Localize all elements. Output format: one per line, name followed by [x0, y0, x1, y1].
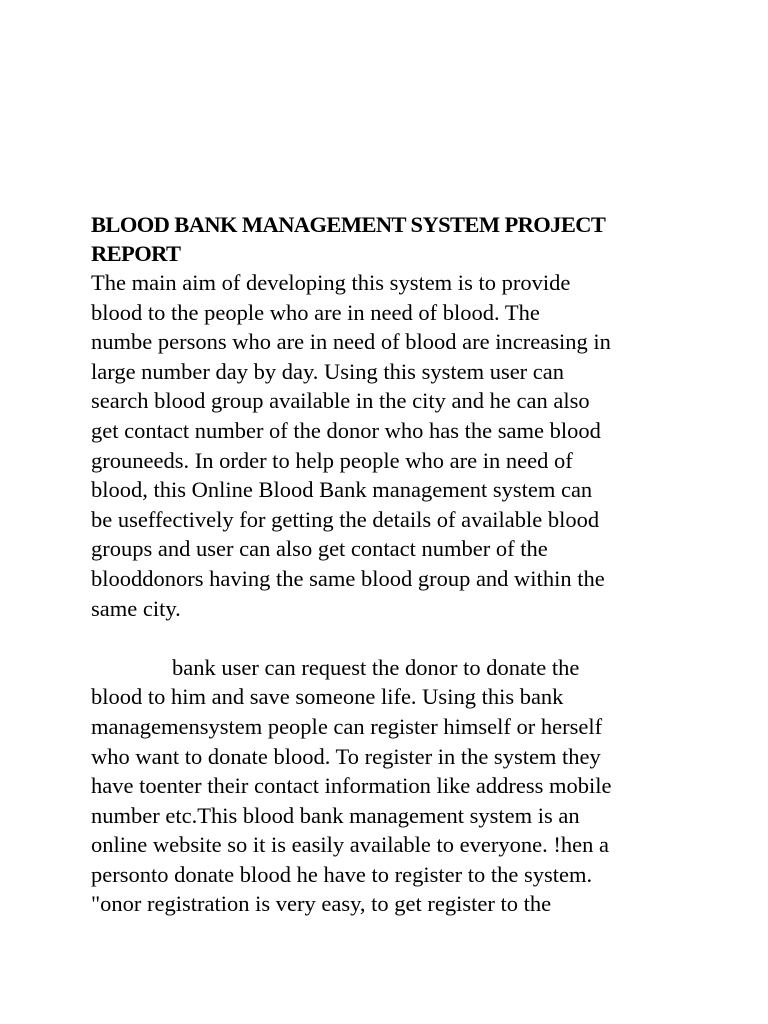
paragraph-line: personto donate blood he have to register to the system.	[91, 861, 593, 887]
paragraph-line-indented	[91, 653, 681, 683]
paragraph-line: blood to the people who are in need of blood. The	[91, 299, 540, 325]
paragraph-line: online website so it is easily available to everyone. !hen a	[91, 832, 609, 858]
paragraph-line: The main aim of developing this system is to provide	[91, 270, 571, 295]
paragraph-line: blood to him and save someone life. Using this bank	[91, 684, 564, 710]
paragraph-line: grouneeds. In order to help people who are in need of	[91, 447, 573, 473]
paragraph-line: blood, this Online Blood Bank management system can	[91, 477, 593, 503]
paragraph-2	[91, 653, 681, 919]
document-title	[91, 210, 681, 268]
paragraph-line: number etc.This blood bank management system is an	[91, 802, 580, 828]
title-line: REPORT	[91, 241, 181, 266]
paragraph-gap	[91, 623, 681, 653]
document-body	[91, 210, 681, 919]
paragraph-line: blooddonors having the same blood group and within the	[91, 565, 605, 591]
paragraph-line: large number day by day. Using this system user can	[91, 358, 565, 384]
paragraph-line: groups and user can also get contact number of the	[91, 536, 548, 562]
paragraph-line-text: bank user can request the donor to donate the	[172, 654, 580, 680]
paragraph-line: search blood group available in the city and he can also	[91, 388, 590, 414]
paragraph-line: numbe persons who are in need of blood are increasing in	[91, 329, 611, 355]
paragraph-line: get contact number of the donor who has the same blood	[91, 417, 601, 443]
paragraph-line: "onor registration is very easy, to get register to the	[91, 891, 552, 917]
paragraph-line: who want to donate blood. To register in the system they	[91, 743, 601, 769]
paragraph-1	[91, 268, 681, 623]
paragraph-line: be useffectively for getting the details of available blood	[91, 506, 600, 532]
paragraph-line: managemensystem people can register himself or herself	[91, 713, 603, 739]
paragraph-line: have toenter their contact information like address mobile	[91, 773, 612, 799]
paragraph-line: same city.	[91, 595, 181, 621]
title-line: BLOOD BANK MANAGEMENT SYSTEM PROJECT	[91, 212, 606, 237]
